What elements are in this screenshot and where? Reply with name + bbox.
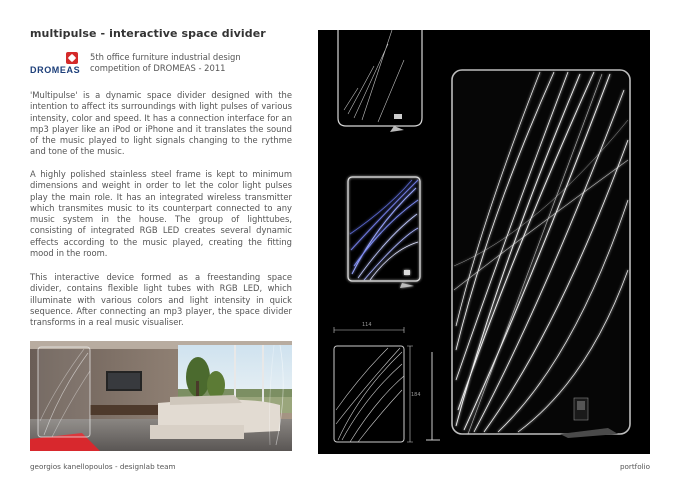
- product-render-panel: [318, 30, 650, 454]
- width-dimension-label: 114: [362, 322, 372, 328]
- dimension-drawing: [334, 322, 440, 442]
- footer-credits: georgios kanellopoulos - designlab team: [30, 462, 176, 471]
- description-paragraph-2: A highly polished stainless steel frame is kept to minimum dimensions and weight in order to let the color light pulses play the main role. It has an integrated wireless transmitter which transmites music to its counterpart connected to any music system in the house. The group of lighttubes, consisting of integrated RGB LED creates several dynamic effects according to the music played, creating the fitting mood in the room.: [30, 169, 292, 259]
- dromeas-logo-wordmark: DROMEAS: [30, 65, 81, 75]
- page-title: multipulse - interactive space divider: [30, 27, 266, 40]
- description-paragraph-1: 'Multipulse' is a dynamic space divider designed with the intention to affect its surroundings with light pulses of various intensity, color and speed. It has a connection interface for an mp3 player like an iPod or iPhone and it translates the sound of the music played to light signals changing to the rythme and tone of the music.: [30, 90, 292, 157]
- dromeas-logo-mark-icon: [66, 52, 78, 64]
- height-dimension-label: 184: [411, 392, 421, 398]
- space-divider-renders: [318, 30, 650, 454]
- competition-info: [90, 52, 241, 74]
- dromeas-logo: [30, 52, 84, 76]
- main-divider-render: [452, 70, 630, 438]
- top-render-frame: [338, 30, 422, 132]
- competition-line-2: competition of DROMEAS - 2011: [90, 63, 226, 73]
- living-room-render: [30, 341, 292, 451]
- blue-light-render: [348, 177, 420, 288]
- footer-section-label: portfolio: [619, 462, 650, 471]
- competition-line-1: 5th office furniture industrial design: [90, 52, 241, 62]
- description-paragraph-3: This interactive device formed as a freestanding space divider, contains flexible light tubes with RGB LED, which illuminate with various colors and light intensity in quick sequence. After connecting an mp3 player, the space divider transforms in a real music visualiser.: [30, 272, 292, 328]
- living-room-render-image: [30, 341, 292, 451]
